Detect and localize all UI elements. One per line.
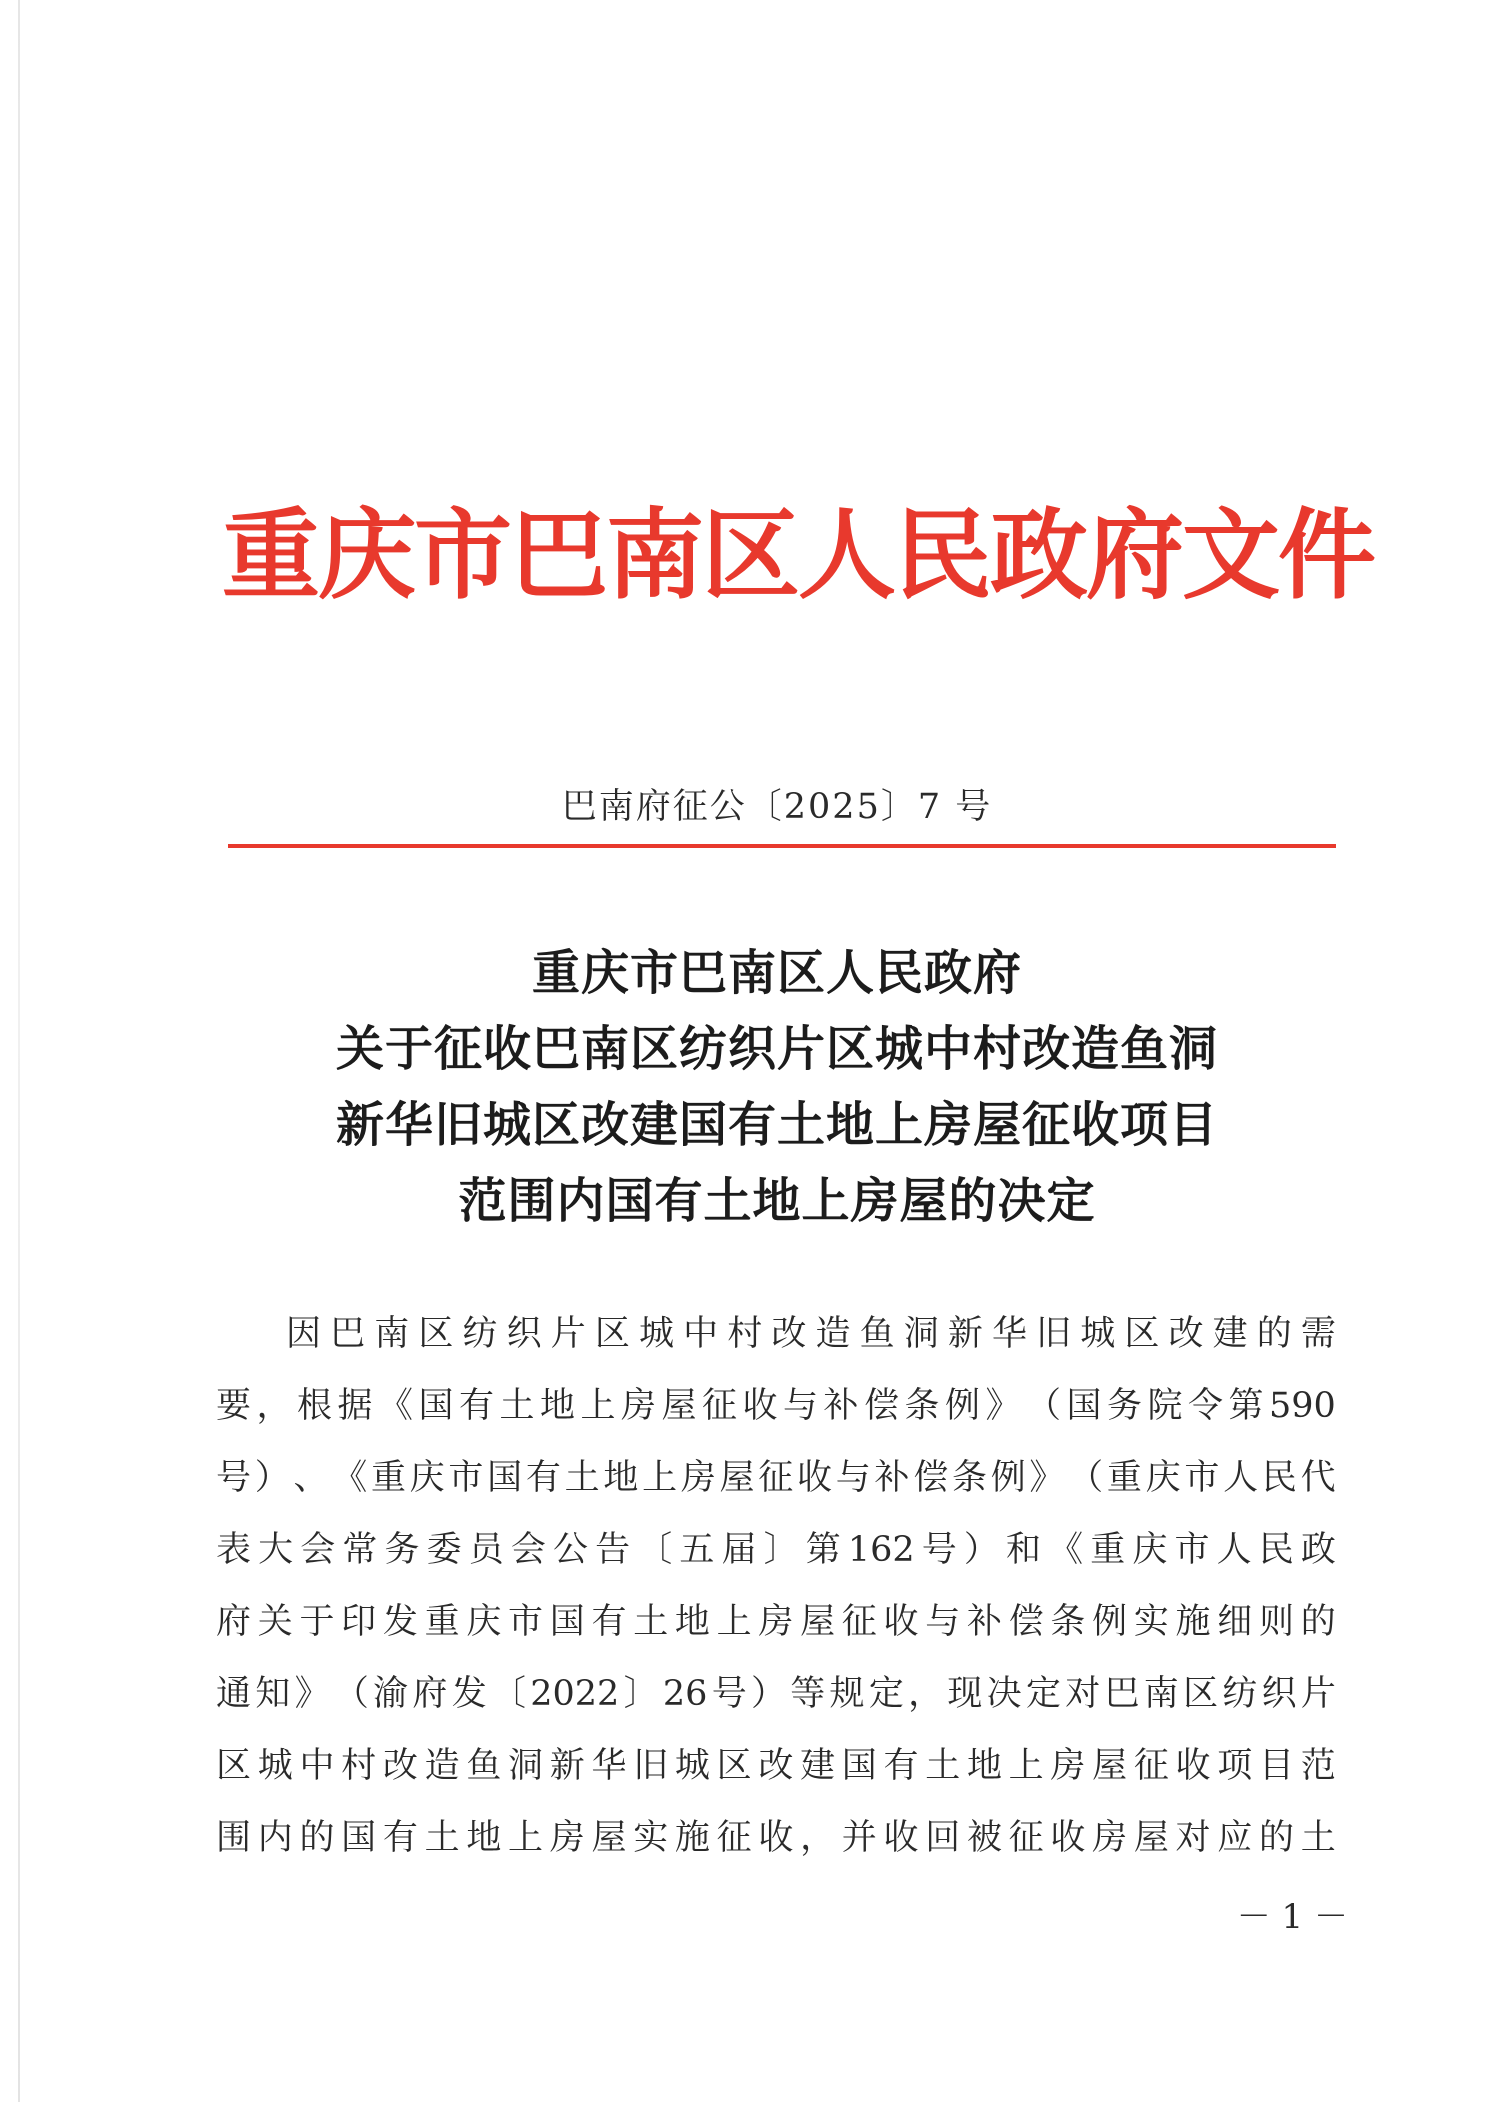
document-masthead: 重庆市巴南区人民政府文件 <box>222 498 1375 613</box>
document-number: 巴南府征公〔2025〕7 号 <box>561 787 993 827</box>
body-line: 通 知 》 （ 渝 府 发 〔 2022 〕 26 号 ） 等 规 定 ， 现 决 定 对 巴 南 区 纺 织 片 <box>216 1674 1336 1714</box>
body-line: 表 大 会 常 务 委 员 会 公 告 〔 五 届 〕 第 162 号 ） 和 《 重 庆 市 人 民 政 <box>216 1530 1336 1570</box>
document-title <box>222 935 1332 1239</box>
body-line: 府 关 于 印 发 重 庆 市 国 有 土 地 上 房 屋 征 收 与 补 偿 条 例 实 施 细 则 的 <box>216 1602 1336 1642</box>
body-line: 要 ， 根 据 《 国 有 土 地 上 房 屋 征 收 与 补 偿 条 例 》 （ 国 务 院 令 第 590 <box>216 1386 1336 1426</box>
body-line: 围 内 的 国 有 土 地 上 房 屋 实 施 征 收 ， 并 收 回 被 征 收 房 屋 对 应 的 土 <box>216 1818 1336 1858</box>
title-line: 重庆市巴南区人民政府 <box>531 945 1022 1001</box>
document-body <box>216 1298 1336 1874</box>
body-line: 因 巴 南 区 纺 织 片 区 城 中 村 改 造 鱼 洞 新 华 旧 城 区 改 建 的 需 <box>286 1314 1336 1354</box>
red-divider-line <box>228 844 1336 848</box>
body-line: 号 ） 、 《 重 庆 市 国 有 土 地 上 房 屋 征 收 与 补 偿 条 例 》 （ 重 庆 市 人 民 代 <box>216 1458 1336 1498</box>
page-number: － 1 － <box>1236 1897 1348 1937</box>
title-line: 新华旧城区改建国有土地上房屋征收项目 <box>335 1097 1218 1153</box>
scan-edge <box>18 0 20 2102</box>
title-line: 关于征收巴南区纺织片区城中村改造鱼洞 <box>335 1021 1218 1077</box>
body-line: 区 城 中 村 改 造 鱼 洞 新 华 旧 城 区 改 建 国 有 土 地 上 房 屋 征 收 项 目 范 <box>216 1746 1336 1786</box>
title-line: 范围内国有土地上房屋的决定 <box>458 1173 1096 1229</box>
